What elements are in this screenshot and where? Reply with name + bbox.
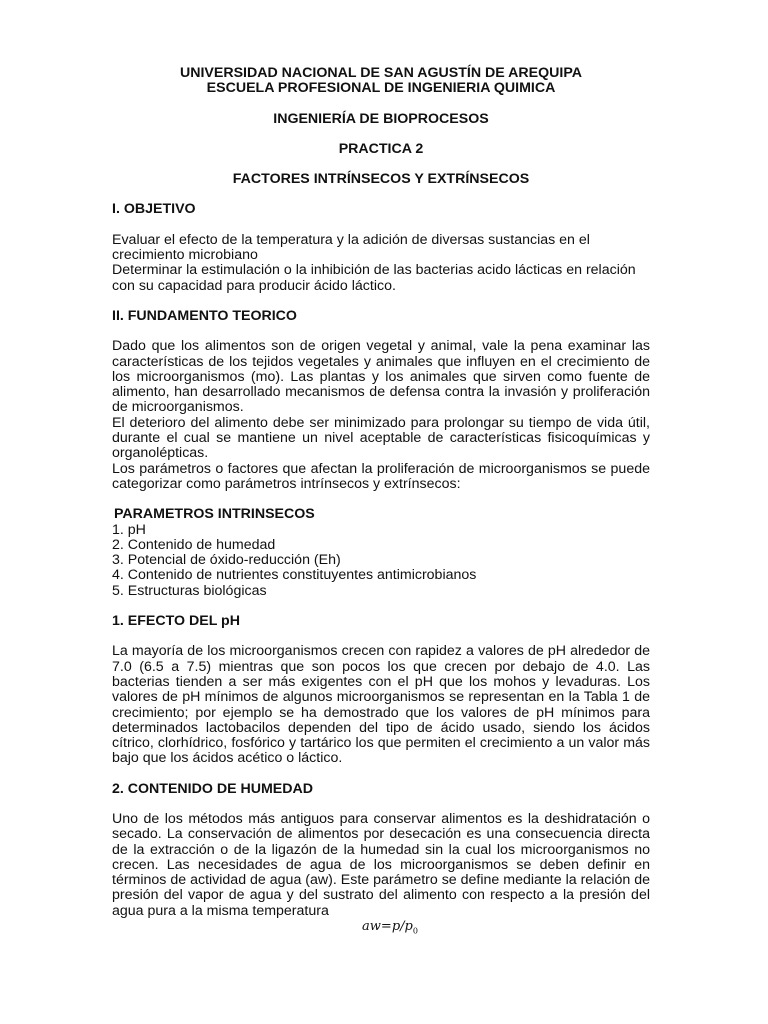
list-item: 5. Estructuras biológicas xyxy=(112,582,267,599)
objetivo-line-2: Determinar la estimulación o la inhibición de las bacterias acido lácticas en relación con su capacidad para producir ácido láctico. xyxy=(112,262,636,294)
formula-main: aw=p/p xyxy=(362,919,413,935)
document-page xyxy=(112,66,650,939)
fundamento-paragraph-3: Los parámetros o factores que afectan la proliferación de microorganismos se puede categorizar como parámetros intrínsecos y extrínsecos: xyxy=(112,460,650,492)
list-item: 1. pH xyxy=(112,521,146,538)
intrinsecos-heading: PARAMETROS INTRINSECOS xyxy=(114,506,315,523)
objetivo-line-1: Evaluar el efecto de la temperatura y la adición de diversas sustancias en el crecimiento microbiano xyxy=(112,231,590,264)
course-name: INGENIERÍA DE BIOPROCESOS xyxy=(273,110,489,127)
section-heading-fundamento: II. FUNDAMENTO TEORICO xyxy=(112,307,297,324)
list-item: 3. Potencial de óxido-reducción (Eh) xyxy=(112,552,341,569)
practice-number: PRACTICA 2 xyxy=(338,140,424,157)
school-name: ESCUELA PROFESIONAL DE INGENIERIA QUIMICA xyxy=(206,80,556,97)
list-item: 4. Contenido de nutrientes constituyentes antimicrobianos xyxy=(112,567,477,584)
water-activity-formula xyxy=(112,919,650,939)
section-heading-humedad: 2. CONTENIDO DE HUMEDAD xyxy=(112,780,314,797)
section-heading-objetivo: I. OBJETIVO xyxy=(112,201,196,218)
section-heading-ph: 1. EFECTO DEL pH xyxy=(112,613,240,630)
ph-paragraph: La mayoría de los microorganismos crecen con rapidez a valores de pH alrededor de 7.0 (6.5 a 7.5) mientras que son pocos los que crecen por debajo de 4.0. Las bacterias tienden a ser más exigentes con el pH que los mohos y levaduras. Los valores de pH mínimos de algunos microorganismos se representan en la Tabla 1 de crecimiento; por ejemplo se ha demostrado que los valores de pH mínimos para determinados lactobacilos dependen del tipo de ácido usado, siendo los ácidos cítrico, clorhídrico, fosfórico y tartárico los que permiten el crecimiento a un valor más bajo que los ácidos acético o láctico. xyxy=(112,643,650,767)
list-item: 2. Contenido de humedad xyxy=(112,536,276,553)
humedad-paragraph: Uno de los métodos más antiguos para conservar alimentos es la deshidratación o secado. La conservación de alimentos por desecación es una consecuencia directa de la extracción o de la ligazón de la humedad sin la cual los microorganismos no crecen. Las necesidades de agua de los microorganismos se deben definir en términos de actividad de agua (aw). Este parámetro se define mediante la relación de presión del vapor de agua y del sustrato del alimento con respecto a la presión del agua pura a la misma temperatura xyxy=(112,810,650,919)
document-title: FACTORES INTRÍNSECOS Y EXTRÍNSECOS xyxy=(232,171,530,188)
formula-subscript: 0 xyxy=(412,926,418,936)
fundamento-paragraph-2: El deterioro del alimento debe ser minimizado para prolongar su tiempo de vida útil, durante el cual se mantiene un nivel aceptable de características fisicoquímicas y organolépticas. xyxy=(112,414,650,462)
university-name: UNIVERSIDAD NACIONAL DE SAN AGUSTÍN DE AREQUIPA xyxy=(179,65,582,81)
fundamento-paragraph-1: Dado que los alimentos son de origen vegetal y animal, vale la pena examinar las características de los tejidos vegetales y animales que influyen en el crecimiento de los microorganismos (mo). Las plantas y los animales que sirven como fuente de alimento, han desarrollado mecanismos de defensa contra la invasión y proliferación de microorganismos. xyxy=(112,338,650,416)
